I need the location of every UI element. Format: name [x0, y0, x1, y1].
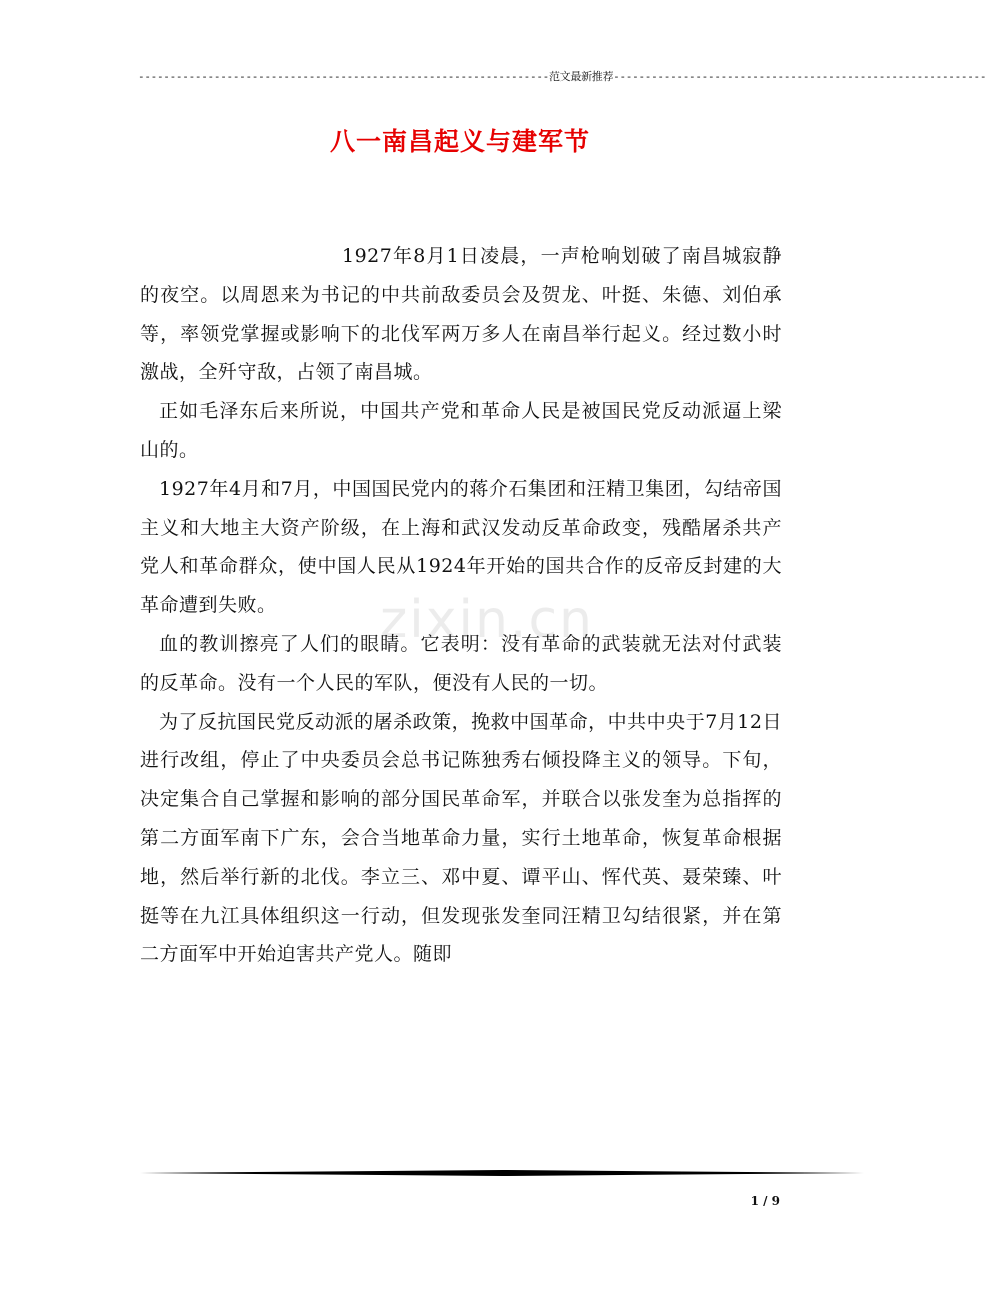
paragraph: 血的教训擦亮了人们的眼睛。它表明：没有革命的武装就无法对付武装的反革命。没有一个人民的军队，便没有人民的一切。: [140, 632, 782, 694]
paragraph: 为了反抗国民党反动派的屠杀政策，挽救中国革命，中共中央于7月12日进行改组，停止了中央委员会总书记陈独秀右倾投降主义的领导。下旬，决定集合自己掌握和影响的部分国民革命军，并联合以张发奎为总指挥的第二方面军南下广东，会合当地革命力量，实行土地革命，恢复革命根据地，然后举行新的北伐。李立三、邓中夏、谭平山、恽代英、聂荣臻、叶挺等在九江具体组织这一行动，但发现张发奎同汪精卫勾结很紧，并在第二方面军中开始迫害共产党人。随即: [140, 710, 782, 966]
watermark: zixin.cn: [380, 590, 594, 650]
paragraph: 1927年8月1日凌晨，一声枪响划破了南昌城寂静的夜空。以周恩来为书记的中共前敌委员会及贺龙、叶挺、朱德、刘伯承等，率领党掌握或影响下的北伐军两万多人在南昌举行起义。经过数小时激战，全歼守敌，占领了南昌城。: [140, 245, 782, 384]
article-body: [140, 237, 782, 974]
page-number: 1 / 9: [750, 1194, 780, 1208]
page-header: -----------------------------------------------------------------范文最新推荐-----------------------------------------------------------: [138, 70, 986, 83]
paragraph: 1927年4月和7月，中国国民党内的蒋介石集团和汪精卫集团，勾结帝国主义和大地主大资产阶级，在上海和武汉发动反革命政变，残酷屠杀共产党人和革命群众，使中国人民从1924年开始的国共合作的反帝反封建的大革命遭到失败。: [140, 477, 782, 617]
paragraph: 正如毛泽东后来所说，中国共产党和革命人民是被国民党反动派逼上梁山的。: [140, 400, 782, 461]
document-title: 八一南昌起义与建军节: [329, 127, 590, 156]
footer-divider: [140, 1170, 864, 1176]
